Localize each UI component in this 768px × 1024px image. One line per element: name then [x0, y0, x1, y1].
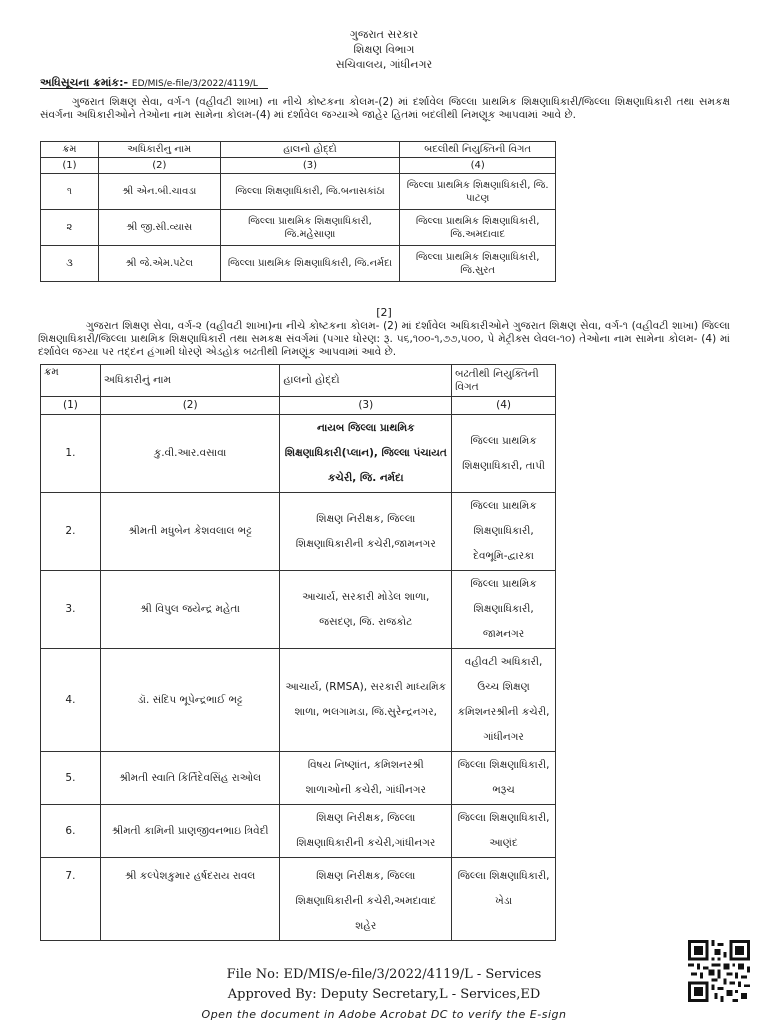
table-row [41, 246, 556, 282]
t2-cell: 5. [41, 752, 101, 805]
t2-cell: 3. [41, 571, 101, 649]
t2-cell: શ્રીમતી મધુબેન કેશવલાલ ભટ્ટ [100, 493, 280, 571]
t1-cell: જિલ્લા પ્રાથમિક શિક્ષણાધિકારી, જિ.અમદાવાદ [400, 210, 556, 246]
table-row [41, 210, 556, 246]
t2-cell: જિલ્લા શિક્ષણાધિકારી, ભરૂચ [452, 752, 556, 805]
t1-colnum: (3) [220, 158, 400, 174]
t2-cell: શ્રી કલ્પેશકુમાર હર્ષદરાય રાવલ [100, 858, 280, 941]
footer-verify-note: Open the document in Adobe Acrobat DC to verify the E-sign [201, 1008, 567, 1021]
t2-colnum: (3) [280, 397, 452, 415]
t1-cell: જિલ્લા પ્રાથમિક શિક્ષણાધિકારી, જિ. પાટણ [400, 174, 556, 210]
table-row [41, 415, 556, 493]
footer-approved-by: Approved By: Deputy Secretary,L - Services,ED [227, 987, 541, 1002]
table-row [41, 752, 556, 805]
t2-cell: વહીવટી અધિકારી, ઉચ્ચ શિક્ષણ કમિશનરશ્રીની કચેરી, ગાંધીનગર [452, 649, 556, 752]
order-underline [40, 88, 268, 89]
table-2 [40, 364, 556, 941]
t2-cell: 6. [41, 805, 101, 858]
t1-cell: શ્રી જે.એમ.પટેલ [98, 246, 220, 282]
t2-cell: જિલ્લા પ્રાથમિક શિક્ષણાધિકારી, જામનગર [452, 571, 556, 649]
header-line-1: ગુજરાત સરકાર [349, 28, 419, 41]
t2-cell: 1. [41, 415, 101, 493]
t2-header-cell: ક્રમ [41, 365, 101, 397]
t2-cell: જિલ્લા શિક્ષણાધિકારી, ખેડા [452, 858, 556, 941]
t2-cell: ડૉ. સંદિપ ભૂપેન્દ્રભાઈ ભટ્ટ [100, 649, 280, 752]
header-line-3: સચિવાલય, ગાંધીનગર [335, 58, 433, 71]
table-2-colnums [41, 397, 556, 415]
t1-colnum: (4) [400, 158, 556, 174]
t2-cell: 4. [41, 649, 101, 752]
t2-header-cell: બઢતીથી નિયુક્તિની વિગત [452, 365, 556, 397]
t1-header-cell: ક્રમ [41, 142, 99, 158]
t2-colnum: (1) [41, 397, 101, 415]
table-row [41, 649, 556, 752]
table-row [41, 571, 556, 649]
table-1-colnums [41, 158, 556, 174]
t2-cell: શ્રીમતી સ્વાતિ કિર્તિદેવસિંહ રાઓલ [100, 752, 280, 805]
table-1-header [41, 142, 556, 158]
t2-header-cell: હાલનો હોદ્દો [280, 365, 452, 397]
table-row [41, 493, 556, 571]
t2-header-cell: અધિકારીનું નામ [100, 365, 280, 397]
t1-cell: ૩ [41, 246, 99, 282]
header-line-2: શિક્ષણ વિભાગ [353, 43, 415, 56]
section-2-marker: [2] [376, 306, 392, 319]
t1-header-cell: હાલનો હોદ્દો [220, 142, 400, 158]
t1-header-cell: અધિકારીનુ નામ [98, 142, 220, 158]
t2-cell: શિક્ષણ નિરીક્ષક, જિલ્લા શિક્ષણાધિકારીની કચેરી,ગાંધીનગર [280, 805, 452, 858]
t2-cell: શિક્ષણ નિરીક્ષક, જિલ્લા શિક્ષણાધિકારીની કચેરી,અમદાવાદ શહેર [280, 858, 452, 941]
t1-cell: જિલ્લા પ્રાથમિક શિક્ષણાધિકારી, જિ.મહેસાણા [220, 210, 400, 246]
table-row [41, 858, 556, 941]
table-row [41, 174, 556, 210]
t2-cell: કુ.વી.આર.વસાવા [100, 415, 280, 493]
t1-header-cell: બદલીથી નિયુક્તિની વિગત [400, 142, 556, 158]
table-2-header [41, 365, 556, 397]
table-row [41, 805, 556, 858]
t2-cell: જિલ્લા શિક્ષણાધિકારી, આણંદ [452, 805, 556, 858]
t1-colnum: (1) [41, 158, 99, 174]
t2-cell: આચાર્ય, (RMSA), સરકારી માધ્યમિક શાળા, ભલગામડા, જિ.સુરેન્દ્રનગર, [280, 649, 452, 752]
t1-colnum: (2) [98, 158, 220, 174]
t1-cell: ૨ [41, 210, 99, 246]
t1-cell: ૧ [41, 174, 99, 210]
t1-cell: શ્રી એન.બી.ચાવડા [98, 174, 220, 210]
t2-colnum: (4) [452, 397, 556, 415]
footer-file-no: File No: ED/MIS/e-file/3/2022/4119/L - Services [226, 967, 542, 982]
t1-cell: જિલ્લા શિક્ષણાધિકારી, જિ.બનાસકાંઠા [220, 174, 400, 210]
t2-cell: નાયબ જિલ્લા પ્રાથમિક શિક્ષણાધિકારી(પ્લાન), જિલ્લા પંચાયત કચેરી, જિ. નર્મદા [280, 415, 452, 493]
t1-cell: શ્રી જી.સી.વ્યાસ [98, 210, 220, 246]
t2-cell: શિક્ષણ નિરીક્ષક, જિલ્લા શિક્ષણાધિકારીની કચેરી,જામનગર [280, 493, 452, 571]
paragraph-2: ગુજરાત શિક્ષણ સેવા, વર્ગ-૨ (વહીવટી શાખા)ના નીચે કોષ્ટકના કોલમ- (2) માં દર્શાવેલ અધિકારીઓને ગુજરાત શિક્ષણ સેવા, વર્ગ-૧ (વહીવટી શાખા) જિલ્લા શિક્ષણાધિકારી/જિલ્લા પ્રાથમિક શિક્ષણાધિકારી તથા સમકક્ષ સંવર્ગમાં (પગાર ધોરણ: રૂ. ૫૬,૧૦૦-૧,૭૭,૫૦૦, પે મેટ્રીક્સ લેવલ-૧૦) તેઓના નામ સામેના કોલમ- (4) માં દર્શાવેલ જગ્યા પર તદ્દન હંગામી ધોરણે એડહોક બઢતીથી નિમણૂંક આપવામાં આવે છે. [38, 320, 730, 358]
order-ref: ED/MIS/e-file/3/2022/4119/L [131, 79, 258, 89]
t1-cell: જિલ્લા પ્રાથમિક શિક્ષણાધિકારી, જિ.નર્મદા [220, 246, 400, 282]
t2-cell: જિલ્લા પ્રાથમિક શિક્ષણાધિકારી, દેવભૂમિ-દ્વારકા [452, 493, 556, 571]
order-label: અધિસૂચના ક્રમાંક:- [40, 76, 129, 89]
t2-cell: 2. [41, 493, 101, 571]
t1-cell: જિલ્લા પ્રાથમિક શિક્ષણાધિકારી, જિ.સુરત [400, 246, 556, 282]
t2-cell: આચાર્ય, સરકારી મોડેલ શાળા, જસદણ, જિ. રાજકોટ [280, 571, 452, 649]
qr-code-icon [688, 940, 750, 1002]
t2-cell: શ્રી વિપુલ જયેન્દ્ર મહેતા [100, 571, 280, 649]
t2-cell: વિષય નિષ્ણાંત, કમિશનરશ્રી શાળાઓની કચેરી, ગાંધીનગર [280, 752, 452, 805]
t2-cell: શ્રીમતી કામિની પ્રાણજીવનભાઇ ત્રિવેદી [100, 805, 280, 858]
t2-colnum: (2) [100, 397, 280, 415]
table-1 [40, 141, 556, 282]
t2-cell: 7. [41, 858, 101, 941]
paragraph-1: ગુજરાત શિક્ષણ સેવા, વર્ગ-૧ (વહીવટી શાખા) ના નીચે કોષ્ટકના કોલમ-(2) માં દર્શાવેલ જિલ્લા પ્રાથમિક શિક્ષણાધિકારી/જિલ્લા શિક્ષણાધિકારી તથા સમકક્ષ સંવર્ગના અધિકારીઓને તેઓના નામ સામેના કોલમ-(4) માં દર્શાવેલ જગ્યાએ જાહેર હિતમાં બદલીથી નિમણૂક આપવામાં આવે છે. [40, 96, 730, 121]
t2-cell: જિલ્લા પ્રાથમિક શિક્ષણાધિકારી, તાપી [452, 415, 556, 493]
